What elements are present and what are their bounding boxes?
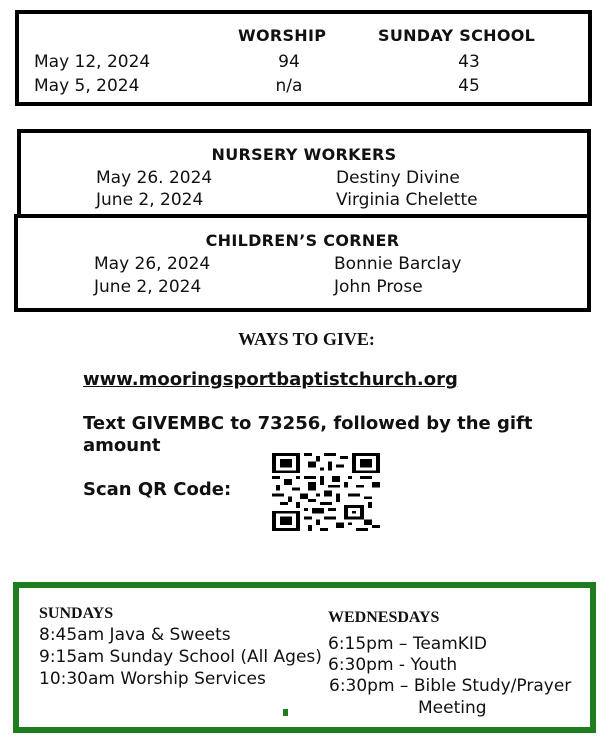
attendance-date-1: May 12, 2024 xyxy=(34,52,151,72)
wednesday-item-3: 6:30pm – Bible Study/Prayer xyxy=(329,676,572,696)
wednesdays-title: WEDNESDAYS xyxy=(328,609,440,626)
childrens-corner-name-1: Bonnie Barclay xyxy=(334,254,462,274)
website-link[interactable]: www.mooringsportbaptistchurch.org xyxy=(83,369,458,390)
childrens-corner-title: CHILDREN’S CORNER xyxy=(205,231,400,250)
qr-code-icon[interactable] xyxy=(272,453,380,531)
green-marker xyxy=(283,709,288,716)
nursery-date-1: May 26. 2024 xyxy=(96,168,213,188)
nursery-name-2: Virginia Chelette xyxy=(336,190,478,210)
sunday-item-1: 8:45am Java & Sweets xyxy=(39,625,231,645)
wednesday-item-4: Meeting xyxy=(418,698,487,718)
attendance-sunday-school-1: 43 xyxy=(458,52,480,72)
attendance-worship-1: 94 xyxy=(278,52,300,72)
nursery-name-1: Destiny Divine xyxy=(336,168,460,188)
childrens-corner-date-2: June 2, 2024 xyxy=(94,277,202,297)
worship-column-header: WORSHIP xyxy=(238,26,327,45)
text-to-give-line-2: amount xyxy=(83,435,161,456)
attendance-worship-2: n/a xyxy=(275,76,303,96)
childrens-corner-box xyxy=(14,214,591,312)
attendance-date-2: May 5, 2024 xyxy=(34,76,140,96)
nursery-workers-title: NURSERY WORKERS xyxy=(211,145,397,164)
scan-qr-label: Scan QR Code: xyxy=(83,479,232,500)
schedule-box xyxy=(13,582,596,733)
nursery-workers-box xyxy=(17,129,591,219)
sunday-school-column-header: SUNDAY SCHOOL xyxy=(378,26,536,45)
sundays-title: SUNDAYS xyxy=(39,605,114,622)
attendance-box xyxy=(15,10,592,106)
wednesday-item-1: 6:15pm – TeamKID xyxy=(328,634,488,654)
childrens-corner-name-2: John Prose xyxy=(334,277,423,297)
wednesday-item-2: 6:30pm - Youth xyxy=(328,655,458,675)
sunday-item-2: 9:15am Sunday School (All Ages) xyxy=(39,647,322,667)
ways-to-give-title: WAYS TO GIVE: xyxy=(238,329,375,349)
sunday-item-3: 10:30am Worship Services xyxy=(39,669,266,689)
text-to-give-line-1: Text GIVEMBC to 73256, followed by the gift xyxy=(83,413,533,434)
attendance-sunday-school-2: 45 xyxy=(458,76,480,96)
nursery-date-2: June 2, 2024 xyxy=(96,190,204,210)
childrens-corner-date-1: May 26, 2024 xyxy=(94,254,211,274)
